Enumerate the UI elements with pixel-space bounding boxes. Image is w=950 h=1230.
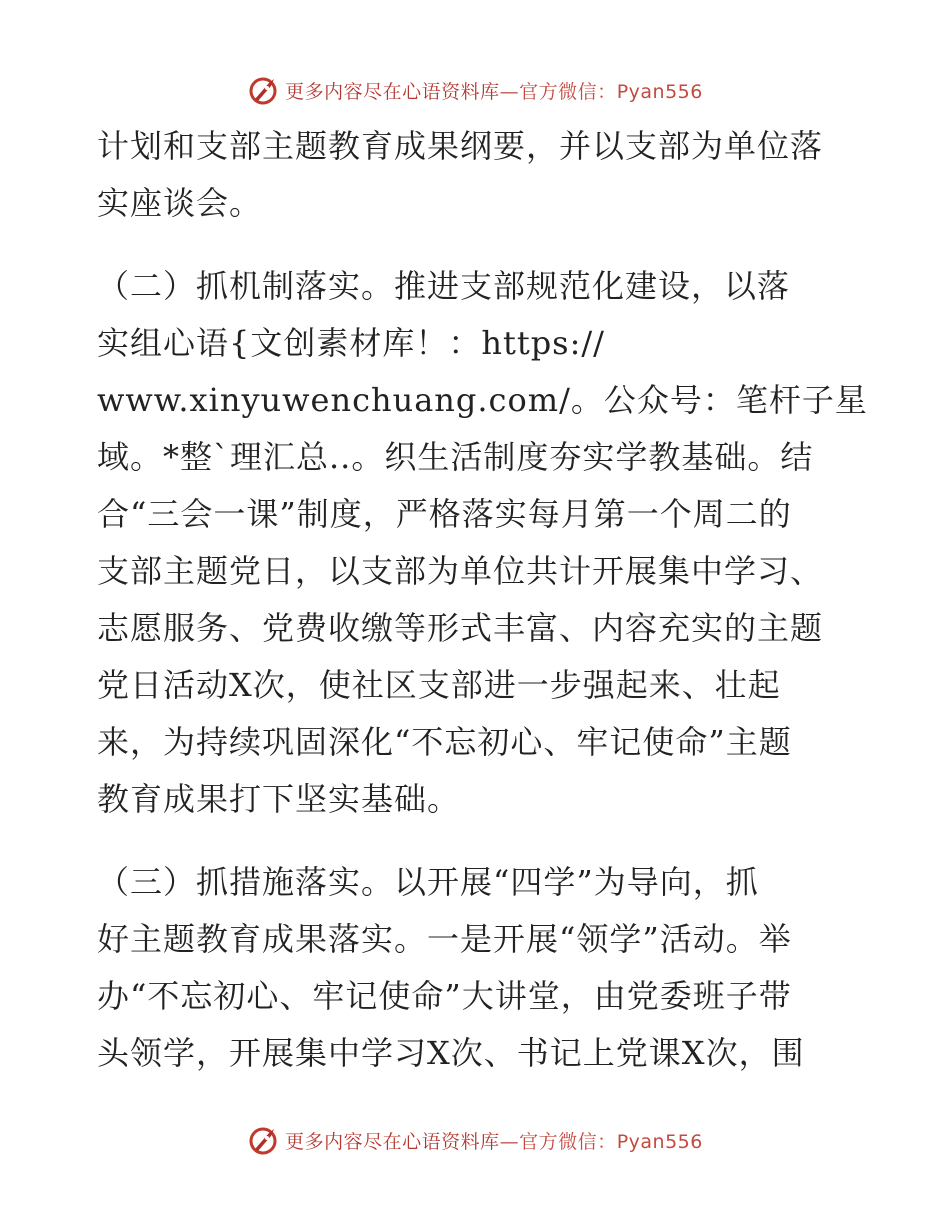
- text-line: （三）抓措施落实。以开展“四学”为导向，抓: [97, 863, 759, 901]
- header-watermark: [0, 70, 950, 110]
- watermark-separator: —: [499, 1130, 520, 1153]
- paragraph-3: [97, 854, 857, 1082]
- watermark-text: [285, 77, 703, 104]
- text-line: 办“不忘初心、牢记使命”大讲堂，由党委班子带: [97, 977, 792, 1015]
- text-line: 实座谈会。: [97, 184, 263, 222]
- text-line: 教育成果打下坚实基础。: [97, 780, 461, 818]
- text-line: 党日活动X次，使社区支部进一步强起来、壮起: [97, 666, 781, 704]
- watermark-wechat-id: Pyan556: [616, 1130, 703, 1153]
- pen-logo-icon: [247, 1123, 281, 1157]
- footer-watermark: [0, 1120, 950, 1160]
- text-line: 计划和支部主题教育成果纲要，并以支部为单位落: [97, 127, 824, 165]
- watermark-wechat-label: 官方微信：: [519, 1130, 617, 1153]
- watermark-main: 更多内容尽在心语资料库: [285, 80, 500, 103]
- paragraph-1: [97, 118, 857, 232]
- watermark-main: 更多内容尽在心语资料库: [285, 1130, 500, 1153]
- text-line: www.xinyuwenchuang.com/。公众号：笔杆子星: [97, 381, 868, 419]
- text-line: 合“三会一课”制度，严格落实每月第一个周二的: [97, 495, 792, 533]
- watermark-wechat-label: 官方微信：: [519, 80, 617, 103]
- text-line: 来，为持续巩固深化“不忘初心、牢记使命”主题: [97, 723, 792, 761]
- text-line: 头领学，开展集中学习X次、书记上党课X次，围: [97, 1034, 805, 1072]
- watermark-text: [285, 1127, 703, 1154]
- text-line: 支部主题党日，以支部为单位共计开展集中学习、: [97, 552, 824, 590]
- watermark-wechat-id: Pyan556: [616, 80, 703, 103]
- text-line: 志愿服务、党费收缴等形式丰富、内容充实的主题: [97, 609, 824, 647]
- pen-logo-icon: [247, 73, 281, 107]
- text-line: 好主题教育成果落实。一是开展“领学”活动。举: [97, 920, 792, 958]
- watermark-separator: —: [499, 80, 520, 103]
- text-line: 域。*整ˋ理汇总..。织生活制度夯实学教基础。结: [97, 438, 814, 476]
- paragraph-2: [97, 258, 868, 828]
- text-line: 实组心语{文创素材库！：https://: [97, 324, 605, 362]
- text-line: （二）抓机制落实。推进支部规范化建设，以落: [97, 267, 791, 305]
- document-body: [97, 118, 868, 1082]
